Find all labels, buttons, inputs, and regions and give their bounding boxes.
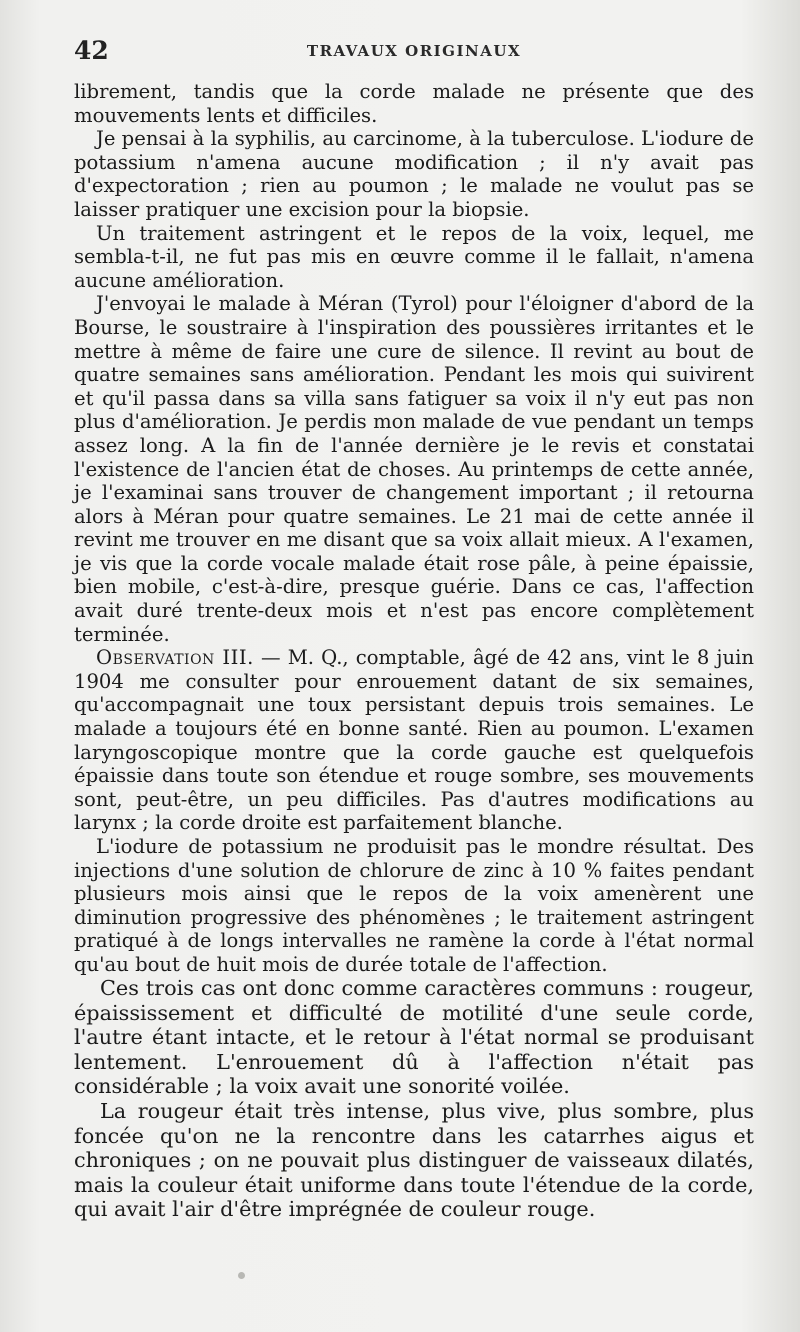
paragraph: La rougeur était très intense, plus vive, plus sombre, plus foncée qu'on ne la rencontre dans les catarrhes aigus et chroniques ; on ne pouvait plus distinguer de vaisseaux dilatés, mais la couleur était uniforme dans toute l'étendue de la corde, qui avait l'air d'être imprégnée de couleur rouge. [74, 1098, 754, 1222]
paragraph: Ces trois cas ont donc comme caractères communs : rougeur, épaississement et difficulté de motilité d'une seule corde, l'autre étant intacte, et le retour à l'état normal se produisant lentement. L'enrouement dû à l'affection n'était pas considérable ; la voix avait une sonorité voilée. [74, 976, 754, 1099]
paragraph-observation [74, 646, 754, 835]
page-header [74, 36, 754, 72]
observation-text: — M. Q., comptable, âgé de 42 ans, vint le 8 juin 1904 me consulter pour enrouement datant de six semaines, qu'accompagnait une toux persistant depuis trois semaines. Le malade a toujours été en bonne santé. Rien au poumon. L'examen laryngoscopique montre que la corde gauche est quelquefois épaissie dans toute son étendue et rouge sombre, ses mouvements sont, peut-être, un peu difficiles. Pas d'autres modifications au larynx ; la corde droite est parfaitement blanche. [74, 646, 754, 835]
summary-text [74, 976, 754, 1222]
page-number: 42 [74, 36, 109, 65]
paragraph: J'envoyai le malade à Méran (Tyrol) pour l'éloigner d'abord de la Bourse, le soustraire à l'inspiration des poussières irritantes et le mettre à même de faire une cure de silence. Il revint au bout de quatre semaines sans amélioration. Pendant les mois qui suivirent et qu'il passa dans sa villa sans fatiguer sa voix il n'y eut pas non plus d'amélioration. Je perdis mon malade de vue pendant un temps assez long. A la fin de l'année dernière je le revis et constatai l'existence de l'ancien état de choses. Au printemps de cette année, je l'examinai sans trouver de changement important ; il retourna alors à Méran pour quatre semaines. Le 21 mai de cette année il revint me trouver en me disant que sa voix allait mieux. A l'examen, je vis que la corde vocale malade était rose pâle, à peine épaissie, bien mobile, c'est-à-dire, presque guérie. Dans ce cas, l'affection avait duré trente-deux mois et n'est pas encore complètement terminée. [74, 292, 754, 646]
paragraph: Un traitement astringent et le repos de la voix, lequel, me sembla-t-il, ne fut pas mis en œuvre comme il le fallait, n'amena aucune amélioration. [74, 221, 754, 292]
paragraph: librement, tandis que la corde malade ne présente que des mouvements lents et difficiles. [74, 80, 754, 127]
paragraph: L'iodure de potassium ne produisit pas le mondre résultat. Des injections d'une solution de chlorure de zinc à 10 % faites pendant plusieurs mois ainsi que le repos de la voix amenèrent une diminution progressive des phénomènes ; le traitement astringent pratiqué à de longs intervalles ne ramène la corde à l'état normal qu'au bout de huit mois de durée totale de l'affection. [74, 835, 754, 976]
running-title: TRAVAUX ORIGINAUX [306, 42, 522, 60]
ink-speck [238, 1272, 245, 1279]
main-text [74, 80, 754, 977]
paragraph: Je pensai à la syphilis, au carcinome, à la tuberculose. L'iodure de potassium n'amena aucune modification ; il n'y avait pas d'expectoration ; rien au poumon ; le malade ne voulut pas se laisser pratiquer une excision pour la biopsie. [74, 127, 754, 221]
observation-label: Observation III. [96, 646, 254, 670]
